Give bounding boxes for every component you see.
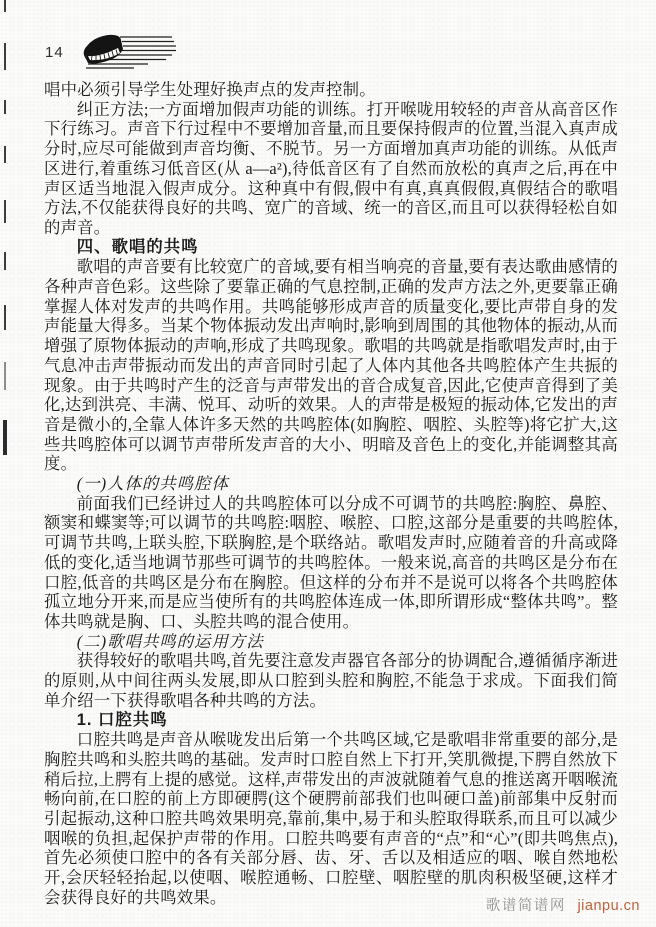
watermark bbox=[486, 894, 640, 915]
scan-binding-mark bbox=[4, 200, 6, 223]
section-heading: 四、歌唱的共鸣 bbox=[76, 237, 199, 256]
body-paragraph: 前面我们已经讲过人的共鸣腔体可以分成不可调节的共鸣腔:胸腔、鼻腔、额窦和蝶窦等;可以调节的共鸣腔:咽腔、喉腔、口腔,这部分是重要的共鸣腔体,可调节共鸣,上联头腔,下联胸腔,是个联络站。歌唱发声时,应随着音的升高或降低的变化,适当地调节那些可调节的共鸣腔体。一般来说,高音的共鸣区是分布在口腔,低音的共鸣区是分布在胸腔。但这样的分布并不是说可以将各个共鸣腔体孤立地分开来,而是应当使所有的共鸣腔体连成一体,即所谓形成“整体共鸣”。整体共鸣就是胸、口、头腔共鸣的混合使用。 bbox=[44, 493, 618, 631]
numbered-heading: 1. 口腔共鸣 bbox=[76, 710, 168, 729]
page-number: 14 bbox=[45, 44, 64, 61]
subsection-heading: (二)歌唱共鸣的运用方法 bbox=[76, 631, 264, 651]
watermark-site-url: jianpu.cn bbox=[577, 898, 640, 914]
scan-binding-mark bbox=[4, 100, 6, 114]
body-paragraph: 歌唱的声音要有比较宽广的音域,要有相当响亮的音量,要有表达歌曲感情的各种声音色彩。这些除了要靠正确的气息控制,正确的发声方法之外,更要靠正确掌握人体对发声的共鸣作用。共鸣能够形成声音的质量变化,要比声带自身的发声能量大得多。当某个物体振动发出声响时,影响到周围的其他物体的振动,从而增强了原物体振动的声响,形成了共鸣现象。歌唱的共鸣就是指歌唱发声时,由于气息冲击声带振动而发出的声音同时引起了人体内其他各共鸣腔体产生共振的现象。由于共鸣时产生的泛音与声带发出的音合成复音,因此,它使声音得到了美化,达到洪亮、丰满、悦耳、动听的效果。人的声带是极短的振动体,它发出的声音是微小的,全靠人体许多天然的共鸣腔体(如胸腔、咽腔、头腔等)将它扩大,这些共鸣腔体可以调节声带所发声音的大小、明暗及音色上的变化,并能调整其高度。 bbox=[44, 257, 618, 474]
body-paragraph: 口腔共鸣是声音从喉咙发出后第一个共鸣区域,它是歌唱非常重要的部分,是胸腔共鸣和头腔共鸣的基础。发声时口腔自然上下打开,笑肌微提,下腭自然放下稍后拉,上腭有上提的感觉。这样,声带发出的声波就随着气息的推送离开咽喉流畅向前,在口腔的前上方即硬腭(这个硬腭前部我们也叫硬口盖)前部集中反射而引起振动,这种口腔共鸣效果明亮,靠前,集中,易于和头腔取得联系,而且可以减少咽喉的负担,起保护声带的作用。口腔共鸣要有声音的“点”和“心”(即共鸣焦点),首先必须使口腔中的各有关部分唇、齿、牙、舌以及相适应的咽、喉自然地松开,会厌轻轻抬起,以使咽、喉腔通畅、口腔壁、咽腔壁的肌肉积极坚硬,这样才会获得良好的共鸣效果。 bbox=[44, 730, 618, 907]
page-body bbox=[44, 80, 618, 908]
piano-keyboard-icon bbox=[76, 28, 176, 74]
subsection-heading: (一)人体的共鸣腔体 bbox=[76, 474, 229, 494]
watermark-site-name: 歌谱简谱网 bbox=[485, 898, 566, 914]
body-paragraph: 纠正方法;一方面增加假声功能的训练。打开喉咙用较轻的声音从高音区作下行练习。声音下行过程中不要增加音量,而且要保持假声的位置,当混入真声成分时,应尽可能做到声音均衡、不脱节。另一方面增加真声功能的训练。从低声区进行,着重练习低音区(从 a—a²),待低音区有了自然而放松的真声之后,再在中声区适当地混入假声成分。这种真中有假,假中有真,真真假假,真假结合的歌唱方法,不仅能获得良好的共鸣、宽广的音域、统一的音区,而且可以获得轻松自如的声音。 bbox=[44, 99, 618, 237]
scan-binding-mark bbox=[4, 362, 6, 390]
scan-binding-mark bbox=[4, 252, 6, 270]
body-paragraph: 获得较好的歌唱共鸣,首先要注意发声器官各部分的协调配合,遵循循序渐进的原则,从中间往两头发展,即从口腔到头腔和胸腔,不能急于求成。下面我们简单介绍一下获得歌唱各种共鸣的方法。 bbox=[44, 651, 618, 710]
body-paragraph: 唱中必须引导学生处理好换声点的发声控制。 bbox=[44, 80, 376, 99]
scan-binding-mark bbox=[4, 146, 6, 163]
scan-binding-mark bbox=[4, 305, 6, 330]
scan-binding-mark bbox=[4, 43, 6, 70]
scan-binding-mark bbox=[3, 420, 7, 455]
scan-binding-mark bbox=[4, 0, 6, 12]
